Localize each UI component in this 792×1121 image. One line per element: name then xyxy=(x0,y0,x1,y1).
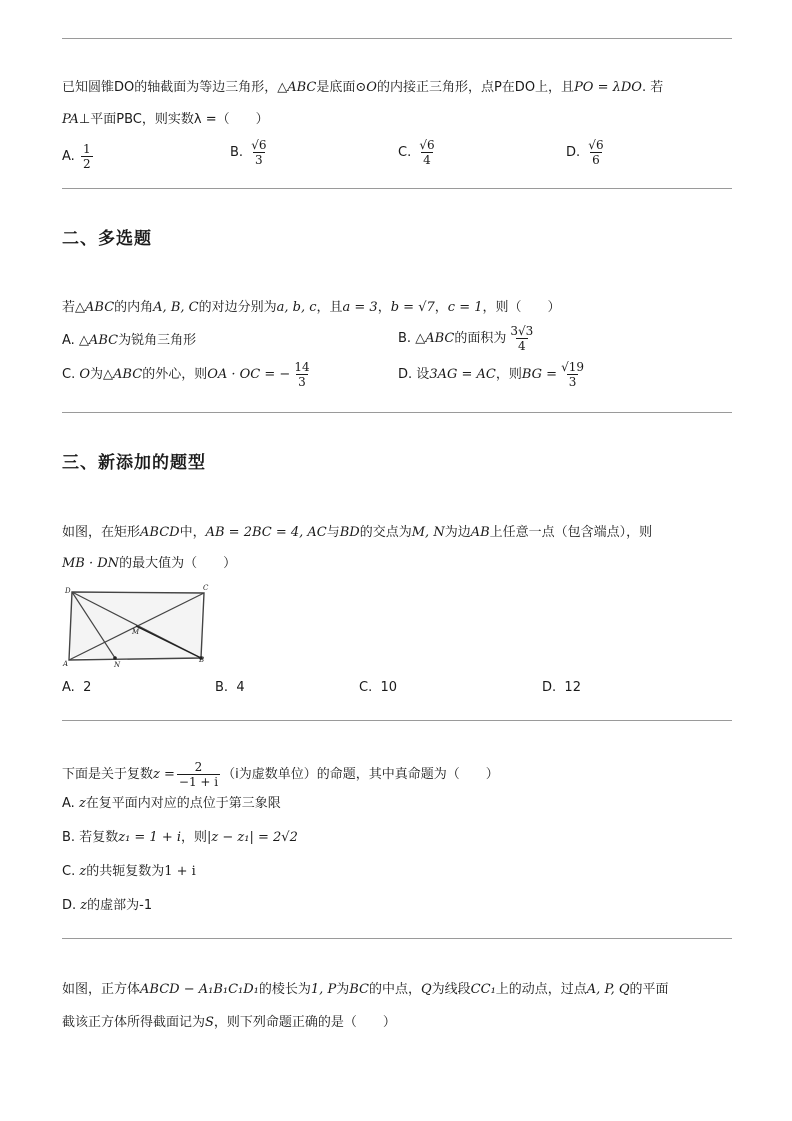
divider xyxy=(62,938,732,939)
denominator: −1 + i xyxy=(178,775,219,789)
q2-option-c-o: O xyxy=(79,367,91,382)
q4-option-text: 在复平面内对应的点位于第三象限 xyxy=(85,796,281,811)
q3-bd: BD xyxy=(339,525,360,540)
numerator: √19 xyxy=(561,360,585,374)
q2-text: ，且 xyxy=(316,300,343,315)
option-letter: A. xyxy=(62,149,75,164)
numerator: 14 xyxy=(294,360,310,374)
q2-angles: A, B, C xyxy=(153,300,199,315)
label-b: B xyxy=(199,656,205,664)
q3-text: 的交点为 xyxy=(359,525,412,540)
point-n xyxy=(113,656,117,660)
q4-stem xyxy=(62,760,499,789)
q2-option-b[interactable] xyxy=(398,324,537,353)
q2-option-d-text: ，则 xyxy=(495,367,522,382)
q3-option-d[interactable] xyxy=(542,678,581,698)
q1-option-c[interactable] xyxy=(398,138,439,167)
q2-option-d-expression: BG = xyxy=(521,367,558,382)
q4-text: （i为虚数单位）的命题，其中真命题为（ ） xyxy=(222,767,499,782)
q2-option-c-text: 的外心，则 xyxy=(142,367,208,382)
option-value: 2 xyxy=(83,680,92,695)
q3-ab: AB xyxy=(470,525,490,540)
q2-option-d[interactable] xyxy=(398,360,588,389)
option-value: 4 xyxy=(236,680,245,695)
option-letter: C. xyxy=(359,680,373,695)
q3-stem-line1 xyxy=(62,523,652,543)
q2-option-d-expression: 3AG = AC xyxy=(429,367,496,382)
q2-text: 若 xyxy=(62,300,76,315)
q3-option-a[interactable] xyxy=(62,678,91,698)
q2-option-a-math: △ABC xyxy=(78,333,119,348)
q4-option-b[interactable] xyxy=(62,828,298,848)
top-divider xyxy=(62,38,732,39)
rectangle-diagram xyxy=(62,584,212,670)
q3-option-c[interactable] xyxy=(359,678,397,698)
q1-option-a-fraction xyxy=(81,142,93,171)
q2-option-c-expression: OA · OC = − xyxy=(207,367,291,382)
q3-expression: MB · DN xyxy=(62,556,120,571)
option-letter: A. xyxy=(62,680,75,695)
option-letter: A. xyxy=(62,333,75,348)
q5-apq: A, P, Q xyxy=(586,982,630,997)
q4-option-text: ，则 xyxy=(181,830,208,845)
q2-option-c[interactable] xyxy=(62,360,314,389)
q1-pa: PA xyxy=(62,112,79,127)
numerator: 1 xyxy=(82,142,91,156)
divider xyxy=(62,188,732,189)
option-letter: A. xyxy=(62,796,75,811)
q4-option-text: 的共轭复数为 xyxy=(86,864,165,879)
q5-text: 为 xyxy=(336,982,350,997)
q5-text: 的棱长为 xyxy=(258,982,311,997)
q4-expression: 1 + i xyxy=(164,864,196,879)
q5-length: 1, P xyxy=(310,982,337,997)
q2-triangle: △ABC xyxy=(75,300,115,315)
option-letter: B. xyxy=(215,680,229,695)
q5-s: S xyxy=(205,1015,214,1030)
q1-text: . 若 xyxy=(641,80,664,95)
numerator: 2 xyxy=(194,760,203,774)
q3-text: 与 xyxy=(326,525,340,540)
q5-bc: BC xyxy=(349,982,369,997)
denominator: 2 xyxy=(82,157,91,171)
denominator: 3 xyxy=(298,375,306,389)
q2-option-b-fraction xyxy=(508,324,535,353)
label-c: C xyxy=(203,584,209,592)
q5-text: 的中点， xyxy=(368,982,421,997)
divider xyxy=(62,412,732,413)
q3-text: 为边 xyxy=(444,525,471,540)
q2-condition-c: c = 1 xyxy=(447,300,483,315)
denominator: 3 xyxy=(255,153,263,167)
label-d: D xyxy=(65,587,71,595)
q3-text: 的最大值为（ ） xyxy=(119,556,237,571)
q4-z: z xyxy=(80,898,88,913)
q2-comma: ， xyxy=(434,300,448,315)
option-value: 12 xyxy=(564,680,581,695)
q1-text: 的内接正三角形，点P在DO上，且 xyxy=(376,80,575,95)
q2-text: 的对边分别为 xyxy=(198,300,277,315)
option-letter: C. xyxy=(62,367,76,382)
q2-comma: ， xyxy=(377,300,391,315)
q4-z: z xyxy=(79,864,87,879)
q5-cube: ABCD − A₁B₁C₁D₁ xyxy=(140,982,259,997)
q1-option-a[interactable] xyxy=(62,142,95,171)
q5-stem-line2 xyxy=(62,1013,396,1033)
numerator: √6 xyxy=(251,138,267,152)
q2-option-b-math: △ABC xyxy=(415,331,455,346)
q1-text: 已知圆锥DO的轴截面为等边三角形， xyxy=(62,80,278,95)
q4-fraction xyxy=(177,760,220,789)
q5-text: 上的动点，过点 xyxy=(495,982,587,997)
option-letter: B. xyxy=(398,331,412,346)
q2-option-d-fraction xyxy=(559,360,586,389)
q1-option-d-fraction xyxy=(586,138,605,167)
q5-text: 截该正方体所得截面记为 xyxy=(62,1015,206,1030)
q2-condition-a: a = 3 xyxy=(342,300,378,315)
q4-option-text: 若复数 xyxy=(79,830,119,845)
option-letter: D. xyxy=(62,898,77,913)
q2-sides: a, b, c xyxy=(276,300,317,315)
q2-option-a-text: 为锐角三角形 xyxy=(118,333,197,348)
q1-equation: PO = λDO xyxy=(574,80,642,95)
q3-rectangle: ABCD xyxy=(140,525,180,540)
option-letter: C. xyxy=(398,145,412,160)
denominator: 4 xyxy=(423,153,431,167)
numerator: 3√3 xyxy=(510,324,534,338)
q4-expression: |z − z₁| = 2√2 xyxy=(207,830,298,845)
q3-equation: AB = 2BC = 4, AC xyxy=(205,525,327,540)
q1-triangle-symbol: △ xyxy=(277,80,288,95)
q1-option-c-fraction xyxy=(417,138,436,167)
denominator: 6 xyxy=(592,153,600,167)
q5-text: 的平面 xyxy=(629,982,669,997)
q4-expression: z₁ = 1 + i xyxy=(118,830,182,845)
q4-option-text: 的虚部为-1 xyxy=(87,898,153,913)
section-3-heading: 三、新添加的题型 xyxy=(62,453,206,473)
q5-text: ，则下列命题正确的是（ ） xyxy=(213,1015,396,1030)
q5-stem-line1 xyxy=(62,980,669,1000)
option-letter: D. xyxy=(566,145,581,160)
divider xyxy=(62,720,732,721)
q5-cc1: CC₁ xyxy=(470,982,496,997)
q1-stem-line1 xyxy=(62,78,663,98)
option-letter: C. xyxy=(62,864,76,879)
label-m: M xyxy=(132,628,140,636)
q5-text: 为线段 xyxy=(431,982,471,997)
q1-option-b-fraction xyxy=(249,138,268,167)
q1-option-d[interactable] xyxy=(566,138,608,167)
option-letter: B. xyxy=(230,145,244,160)
numerator: √6 xyxy=(419,138,435,152)
q3-option-b[interactable] xyxy=(215,678,245,698)
q2-condition-b: b = √7 xyxy=(390,300,435,315)
q4-option-a[interactable] xyxy=(62,794,281,814)
q1-circle-o: ⊙O xyxy=(355,80,377,95)
q3-text: 如图，在矩形 xyxy=(62,525,141,540)
q2-option-c-triangle: △ABC xyxy=(103,367,143,382)
q3-stem-line2 xyxy=(62,554,236,574)
q5-q: Q xyxy=(420,982,432,997)
q3-text: 中， xyxy=(179,525,206,540)
q2-option-a[interactable] xyxy=(62,331,196,351)
label-a: A xyxy=(63,660,69,668)
denominator: 4 xyxy=(518,339,526,353)
option-letter: D. xyxy=(542,680,557,695)
q1-text: ⊥平面PBC，则实数λ =（ ） xyxy=(78,112,269,127)
q2-option-b-text: 的面积为 xyxy=(454,331,507,346)
q4-option-d[interactable] xyxy=(62,896,152,916)
q3-mn: M, N xyxy=(411,525,445,540)
q2-option-c-text: 为 xyxy=(90,367,104,382)
q1-option-b[interactable] xyxy=(230,138,270,167)
option-letter: B. xyxy=(62,830,76,845)
q2-option-c-fraction xyxy=(292,360,311,389)
q4-text: 下面是关于复数 xyxy=(62,767,154,782)
q4-z: z xyxy=(78,796,86,811)
q2-text: ，则（ ） xyxy=(482,300,561,315)
q4-z-equals: z = xyxy=(153,767,175,782)
q1-stem-line2 xyxy=(62,110,269,130)
option-letter: D. xyxy=(398,367,413,382)
section-2-heading: 二、多选题 xyxy=(62,229,152,249)
q4-option-c[interactable] xyxy=(62,862,196,882)
denominator: 3 xyxy=(568,375,577,389)
q3-text: 上任意一点（包含端点），则 xyxy=(489,525,653,540)
q2-stem xyxy=(62,298,561,318)
q5-text: 如图，正方体 xyxy=(62,982,141,997)
q2-option-d-text: 设 xyxy=(416,367,430,382)
q1-text: 是底面 xyxy=(316,80,356,95)
label-n: N xyxy=(114,661,121,669)
q2-text: 的内角 xyxy=(114,300,154,315)
numerator: √6 xyxy=(588,138,604,152)
q1-triangle-abc: ABC xyxy=(287,80,317,95)
option-value: 10 xyxy=(380,680,398,695)
